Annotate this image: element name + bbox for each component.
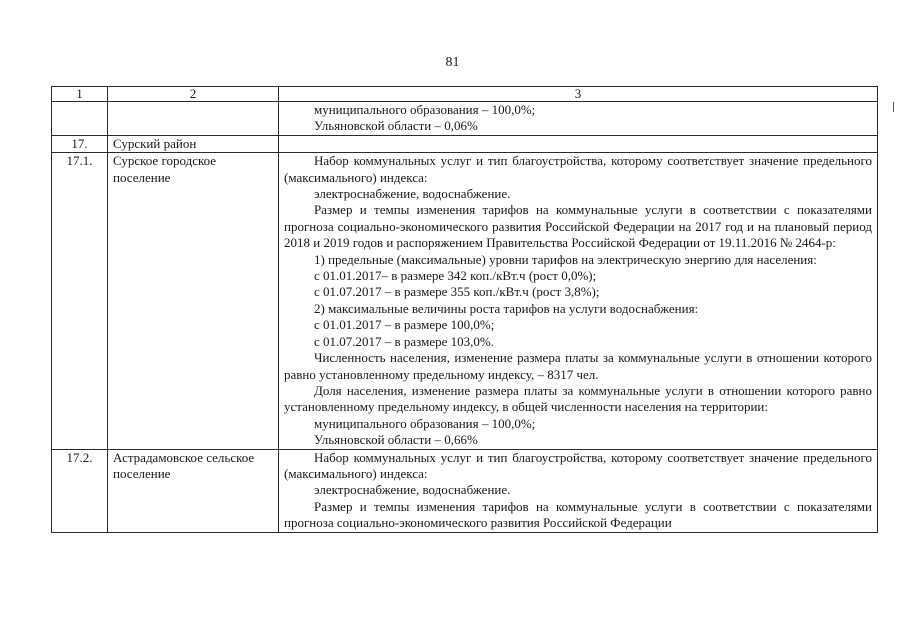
- page-number: 81: [445, 55, 460, 70]
- row-number: [52, 102, 108, 136]
- table-row: [52, 135, 878, 152]
- row-name: Астрадамовское сельское поселение: [108, 449, 279, 532]
- row-number: 17.1.: [52, 153, 108, 449]
- paragraph: Доля населения, изменение размера платы за коммунальные услуги в отношении которого равно установленному предельному индексу, в общей численности населения на территории:: [284, 382, 872, 415]
- paragraph: 1) предельные (максимальные) уровни тарифов на электрическую энергию для населения:: [314, 251, 817, 267]
- margin-mark: [893, 102, 894, 112]
- paragraph: муниципального образования – 100,0%;: [314, 415, 536, 431]
- paragraph: электроснабжение, водоснабжение.: [314, 186, 511, 202]
- row-name: [108, 102, 279, 136]
- table-row: [52, 449, 878, 532]
- row-description: [279, 153, 878, 449]
- paragraph: муниципального образования – 100,0%;: [314, 102, 536, 117]
- paragraph: Ульяновской области – 0,66%: [314, 432, 478, 448]
- paragraph: Набор коммунальных услуг и тип благоустройства, которому соответствует значение предельного (максимального) индекса:: [284, 449, 872, 481]
- row-name: Сурское городское поселение: [108, 153, 279, 449]
- paragraph: Набор коммунальных услуг и тип благоустройства, которому соответствует значение предельного (максимального) индекса:: [284, 153, 872, 185]
- tariff-table: [51, 86, 878, 533]
- row-description: [279, 449, 878, 532]
- paragraph: с 01.07.2017 – в размере 355 коп./кВт.ч (рост 3,8%);: [314, 284, 600, 300]
- header-row: [52, 87, 878, 102]
- row-description: [279, 135, 878, 152]
- header-col-1: 1: [52, 87, 108, 102]
- paragraph: Размер и темпы изменения тарифов на коммунальные услуги в соответствии с показателями прогноза социально-экономического развития Российской Федерации на 2017 год и на плановый период 2018 и 2019 годов и распоряжением Правительства Российской Федерации от 19.11.2016 № 2464-р:: [284, 202, 872, 251]
- row-number: 17.2.: [52, 449, 108, 532]
- row-number: 17.: [52, 135, 108, 152]
- paragraph: Численность населения, изменение размера платы за коммунальные услуги в отношении которого равно установленному предельному индексу, – 8317 чел.: [284, 350, 872, 382]
- table-row: [52, 153, 878, 449]
- paragraph: электроснабжение, водоснабжение.: [314, 482, 511, 498]
- paragraph: Размер и темпы изменения тарифов на коммунальные услуги в соответствии с показателями прогноза социально-экономического развития Российской Федерации: [284, 498, 872, 531]
- row-description: [279, 102, 878, 136]
- header-col-2: 2: [108, 87, 279, 102]
- row-name: Сурский район: [108, 135, 279, 152]
- table-row: [52, 102, 878, 136]
- paragraph: с 01.07.2017 – в размере 103,0%.: [314, 333, 494, 349]
- header-col-3: 3: [279, 87, 878, 102]
- paragraph: Ульяновской области – 0,06%: [314, 118, 478, 134]
- paragraph: с 01.01.2017– в размере 342 коп./кВт.ч (рост 0,0%);: [314, 268, 597, 284]
- paragraph: с 01.01.2017 – в размере 100,0%;: [314, 317, 495, 333]
- paragraph: 2) максимальные величины роста тарифов на услуги водоснабжения:: [314, 300, 699, 316]
